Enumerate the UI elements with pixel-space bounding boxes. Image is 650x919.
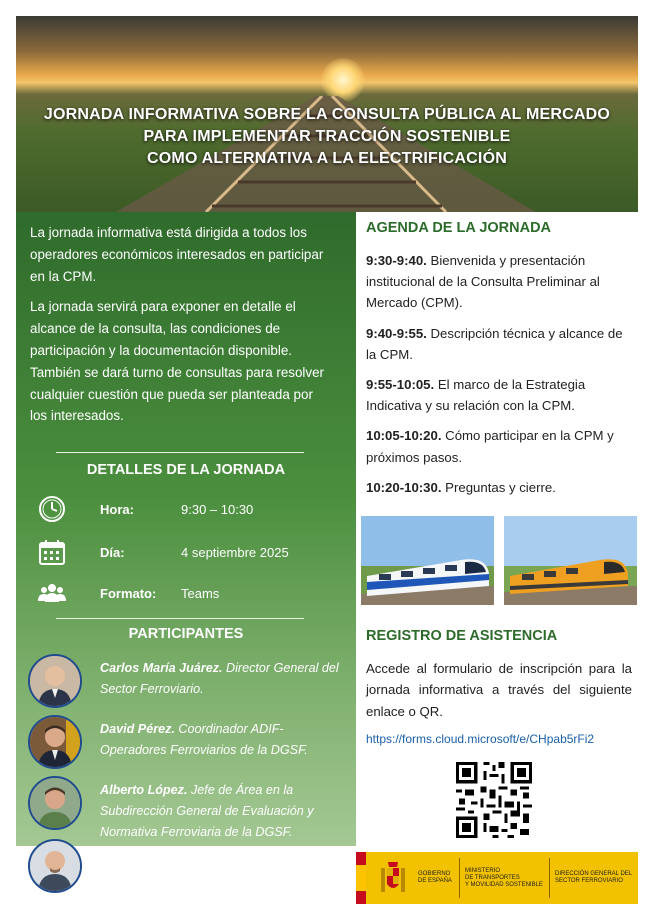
agenda-time: 9:55-10:05. [366, 377, 435, 393]
participant-text [100, 780, 352, 843]
participant-item [28, 715, 348, 769]
participant-item [28, 839, 348, 893]
hero-banner [16, 16, 638, 212]
detail-label: Día: [100, 544, 125, 560]
detail-row-hora [36, 494, 336, 524]
coat-of-arms-icon [378, 860, 408, 896]
intro-paragraph: La jornada informativa está dirigida a todos los operadores económicos interesados en participar en la CPM. [30, 225, 324, 284]
participant-name: Carlos María Juárez. [100, 661, 223, 675]
participant-role: Director General del Sector Ferroviario. [100, 661, 339, 696]
participant-text [100, 843, 350, 885]
participant-item [28, 654, 348, 708]
agenda-time: 10:20-10:30. [366, 479, 442, 495]
detail-label: Hora: [100, 501, 134, 517]
agenda-item [366, 250, 636, 314]
avatar [28, 715, 82, 769]
agenda-item [366, 477, 636, 498]
footer-line: GOBIERNO [418, 871, 451, 877]
agenda-text: El marco de la Estrategia Indicativa y su relación con la CPM. [366, 377, 586, 414]
government-logo-bar [356, 852, 638, 904]
train-photo-yellow [504, 516, 637, 605]
agenda-title: AGENDA DE LA JORNADA [366, 220, 552, 236]
avatar [28, 776, 82, 830]
agenda-text: Bienvenida y presentación institucional de la Consulta Preliminar al Mercado (CPM). [366, 253, 600, 311]
participant-role: Jefe de Área en la Subdirección General de Evaluación y Normativa Ferroviaria de la DGSF. [100, 783, 314, 839]
train-photo-blue [361, 516, 494, 605]
right-panel [356, 212, 638, 846]
hero-title-line: JORNADA INFORMATIVA SOBRE LA CONSULTA PÚBLICA AL MERCADO [43, 106, 611, 123]
detail-value: 9:30 – 10:30 [181, 501, 254, 517]
footer-line: Y MOVILIDAD SOSTENIBLE [465, 882, 543, 888]
avatar [28, 654, 82, 708]
agenda-text: Cómo participar en la CPM y próximos pasos. [366, 428, 614, 465]
avatar [28, 839, 82, 893]
registro-title: REGISTRO DE ASISTENCIA [366, 628, 558, 644]
participant-text [100, 719, 350, 761]
divider [56, 452, 304, 453]
detail-row-formato [36, 578, 336, 608]
participant-name: Alberto López. [100, 783, 188, 797]
agenda-text: Descripción técnica y alcance de la CPM. [366, 325, 623, 362]
footer-line: MINISTERIO [465, 868, 501, 874]
footer-ministerio [465, 868, 543, 889]
agenda-text: Preguntas y cierre. [441, 479, 556, 495]
footer-line: DIRECCIÓN GENERAL DEL [555, 871, 633, 877]
detail-label: Formato: [100, 585, 157, 601]
hero-title-line: COMO ALTERNATIVA A LA ELECTRIFICACIÓN [147, 150, 507, 167]
detail-value: Teams [181, 585, 220, 601]
people-icon [36, 578, 68, 608]
agenda-item [366, 374, 636, 416]
detail-row-dia [36, 537, 336, 567]
agenda-time: 10:05-10:20. [366, 428, 442, 444]
spain-flag-icon [356, 852, 366, 904]
footer-line: DE ESPAÑA [418, 878, 452, 884]
intro-paragraph: La jornada servirá para exponer en detalle el alcance de la consulta, las condiciones de participación y la documentación disponible. También se dará turno de consultas para resolver cualquier cuestión que pueda ser planteada por los interesados. [30, 299, 325, 424]
participant-item [28, 776, 348, 839]
footer-gobierno [418, 871, 452, 885]
participant-name: Rubén Heredia - [100, 846, 197, 860]
intro-text [30, 222, 330, 427]
details-title: DETALLES DE LA JORNADA [86, 462, 286, 478]
agenda-time: 9:30-9:40. [366, 253, 427, 268]
agenda-item [366, 323, 636, 365]
participant-role: Director de CPI de Zabala Innovation. [100, 846, 346, 881]
participant-name: David Pérez. [100, 722, 175, 736]
footer-line: SECTOR FERROVIARIO [555, 878, 623, 884]
footer-line: DE TRANSPORTES [465, 875, 520, 881]
divider [56, 618, 304, 619]
hero-title-line: PARA IMPLEMENTAR TRACCIÓN SOSTENIBLE [143, 128, 511, 145]
footer-direccion [555, 871, 632, 885]
registro-text: Accede al formulario de inscripción para la jornada informativa a través del siguiente enlace o QR. [366, 661, 632, 719]
divider [459, 858, 460, 898]
qr-code-icon[interactable] [456, 762, 532, 838]
participant-role: Coordinador ADIF-Operadores Ferroviarios de la DGSF. [100, 722, 308, 757]
clock-icon [36, 494, 68, 524]
participants-title: PARTICIPANTES [128, 626, 244, 642]
divider [549, 858, 550, 898]
agenda-time: 9:40-9:55. [366, 325, 427, 341]
agenda-item [366, 425, 636, 467]
hero-title [16, 104, 638, 170]
detail-value: 4 septiembre 2025 [181, 544, 289, 560]
registration-link[interactable]: https://forms.cloud.microsoft/e/CHpab5rFi2 [366, 732, 595, 746]
participant-text [100, 658, 350, 700]
agenda-list [366, 250, 636, 507]
calendar-icon [36, 537, 68, 567]
left-panel [16, 212, 356, 881]
